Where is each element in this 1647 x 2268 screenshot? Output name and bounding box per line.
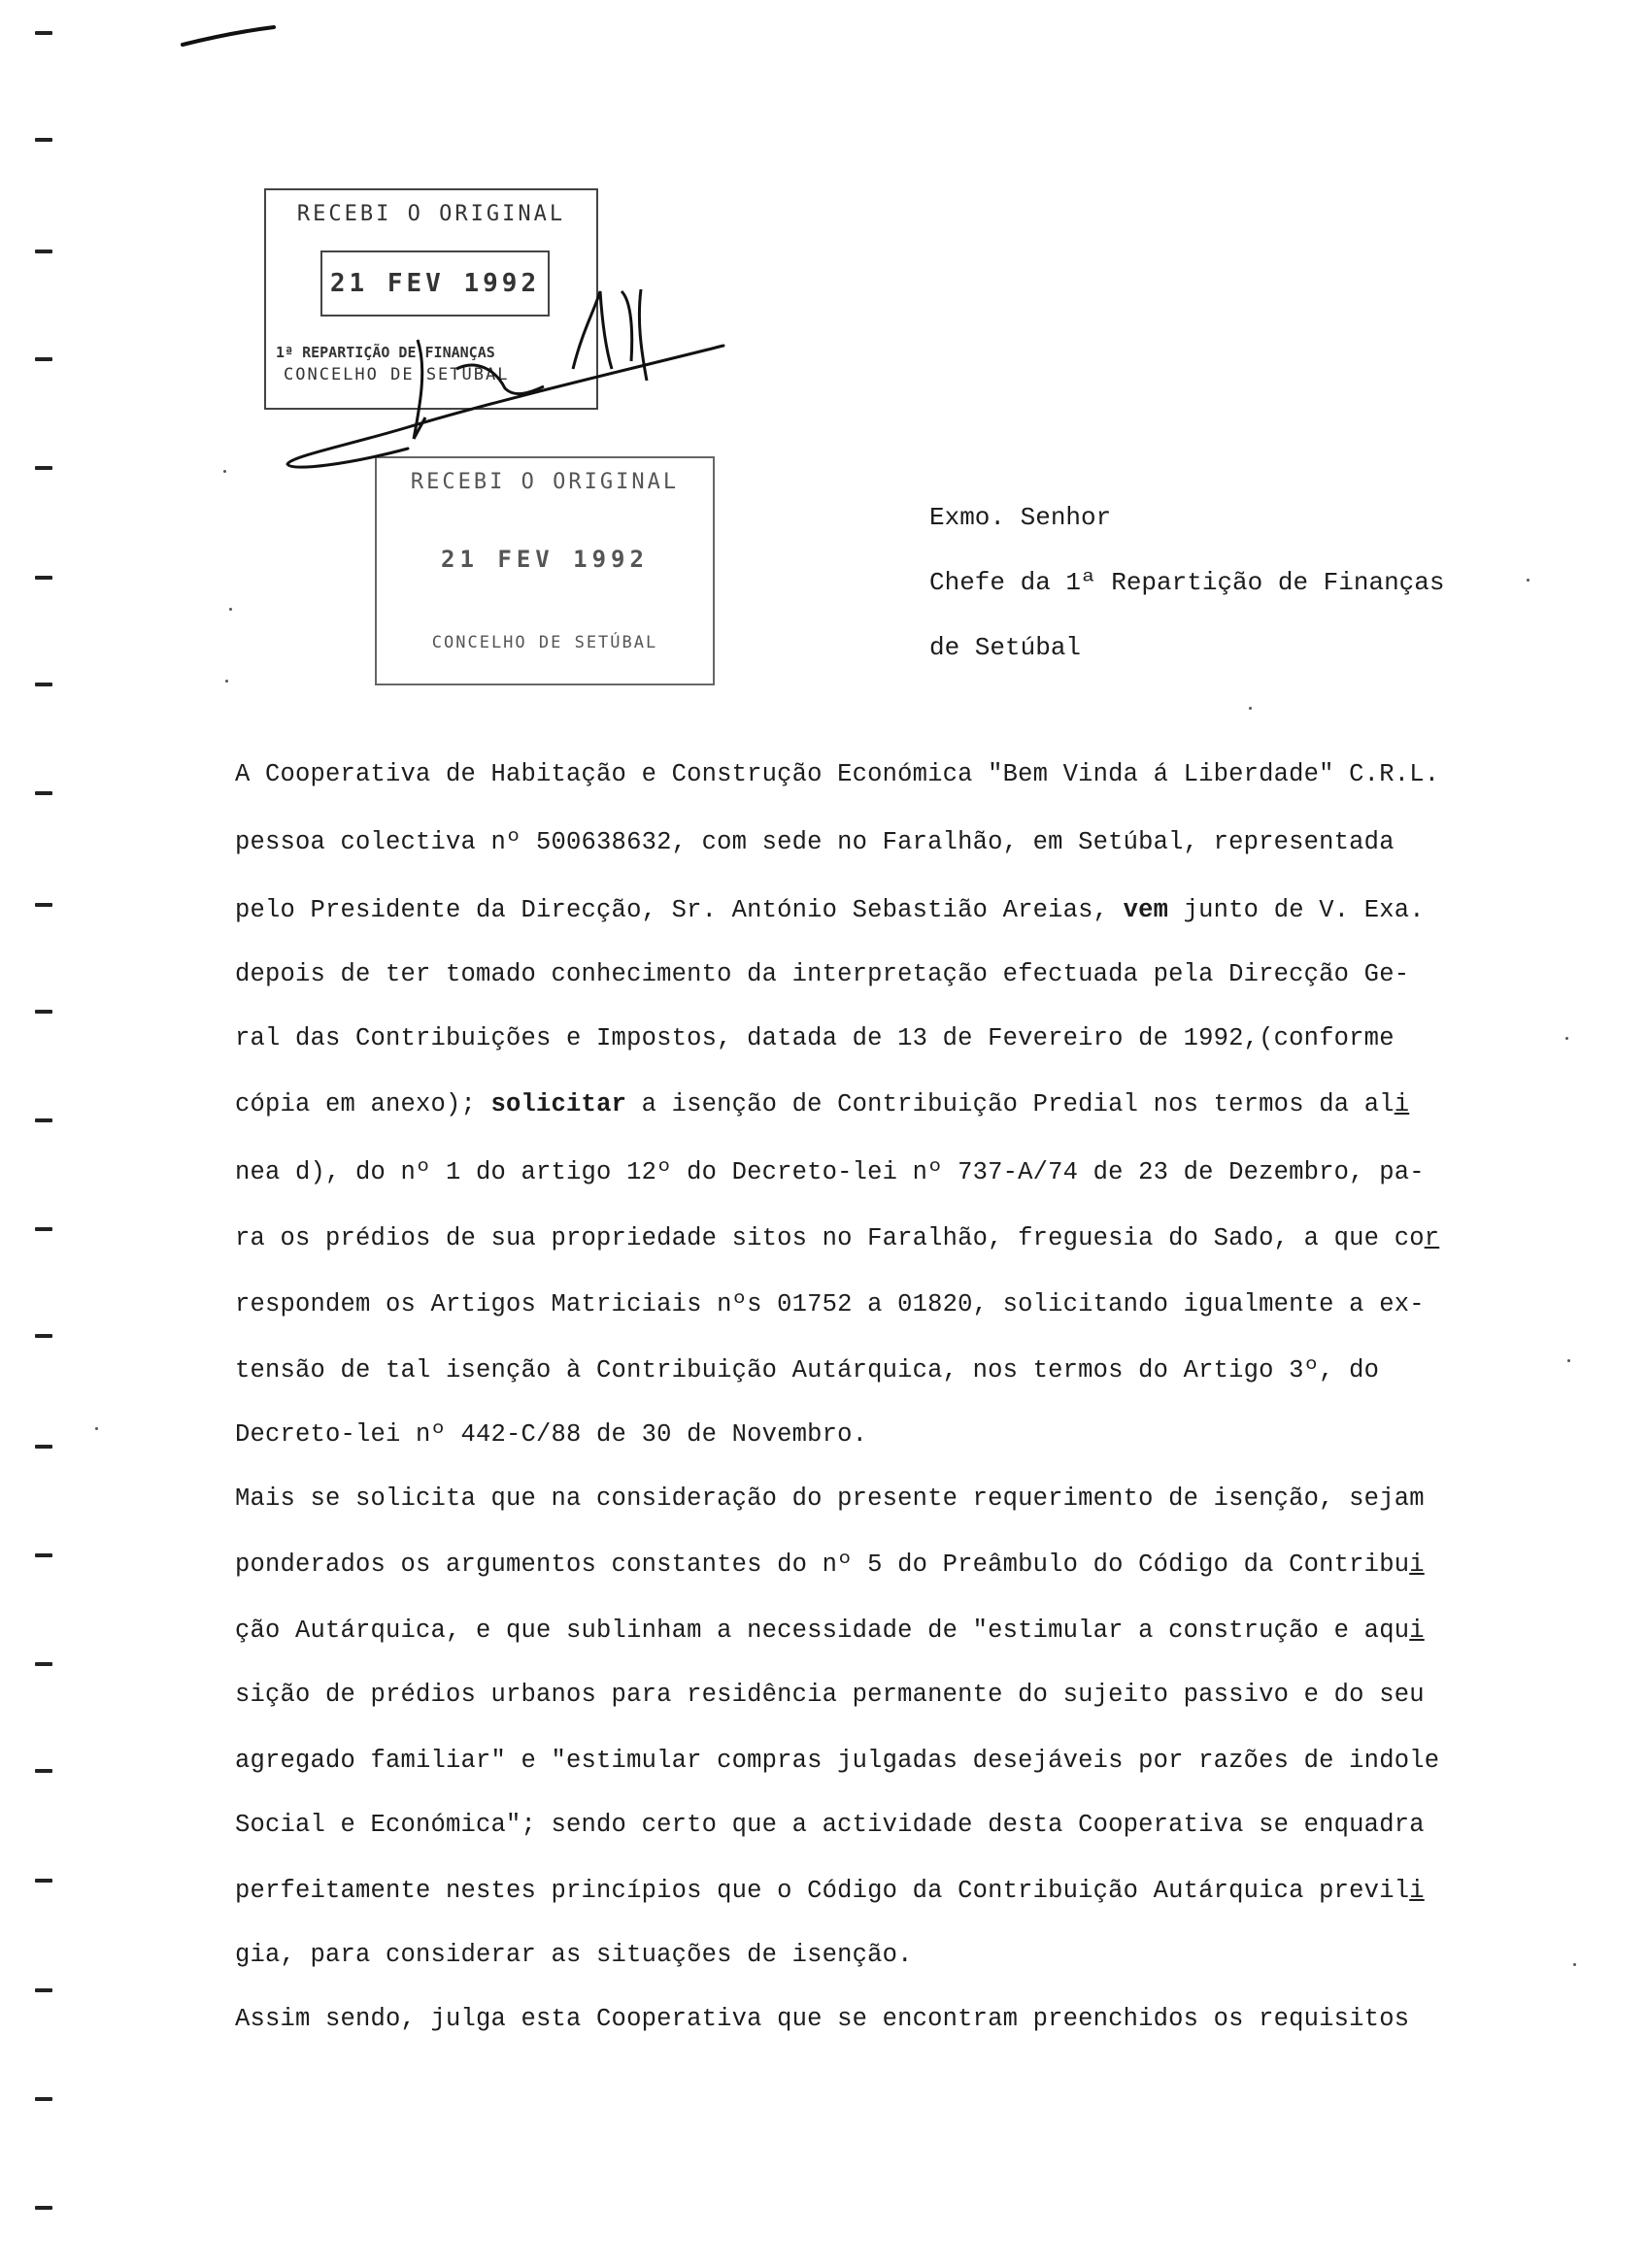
- body-line: Decreto-lei nº 442-C/88 de 30 de Novembro.: [235, 1420, 868, 1449]
- body-line: cópia em anexo); solicitar a isenção de Contribuição Predial nos termos da ali: [235, 1090, 1410, 1118]
- stamp-bottom-line1: RECEBI O ORIGINAL: [410, 470, 680, 494]
- scan-speck: [95, 1427, 98, 1430]
- body-line: perfeitamente nestes princípios que o Código da Contribuição Autárquica previli: [235, 1877, 1425, 1905]
- emphasis-vem: vem: [1123, 896, 1169, 924]
- stamp-bottom-line3: CONCELHO DE SETÚBAL: [431, 633, 658, 652]
- body-line: pelo Presidente da Direcção, Sr. António Sebastião Areias, vem junto de V. Exa.: [235, 896, 1425, 924]
- scan-speck: [1527, 579, 1529, 582]
- body-line: ponderados os argumentos constantes do nº 5 do Preâmbulo do Código da Contribui: [235, 1551, 1425, 1579]
- body-line: ra os prédios de sua propriedade sitos no Faralhão, freguesia do Sado, a que cor: [235, 1224, 1440, 1252]
- stamp-top-date: 21 FEV 1992: [320, 250, 550, 317]
- body-line: pessoa colectiva nº 500638632, com sede no Faralhão, em Setúbal, representada: [235, 828, 1395, 856]
- body-line: A Cooperativa de Habitação e Construção Económica "Bem Vinda á Liberdade" C.R.L.: [235, 760, 1440, 788]
- scan-speck: [223, 470, 226, 473]
- body-line: Assim sendo, julga esta Cooperativa que se encontram preenchidos os requisitos: [235, 2005, 1410, 2033]
- scan-speck: [1565, 1037, 1568, 1040]
- scan-speck: [225, 680, 228, 683]
- body-line: Social e Económica"; sendo certo que a actividade desta Cooperativa se enquadra: [235, 1811, 1425, 1839]
- addressee-location: de Setúbal: [929, 633, 1082, 662]
- body-line: ral das Contribuições e Impostos, datada de 13 de Fevereiro de 1992,(conforme: [235, 1024, 1395, 1052]
- stamp-bottom-date: 21 FEV 1992: [441, 546, 649, 573]
- body-line: gia, para considerar as situações de isenção.: [235, 1941, 913, 1969]
- stamp-top-line3: 1ª REPARTIÇÃO DE FINANÇAS: [276, 344, 495, 361]
- addressee-salutation: Exmo. Senhor: [929, 503, 1112, 532]
- scan-speck: [1249, 707, 1252, 710]
- stamp-top-line4: CONCELHO DE SETÚBAL: [284, 365, 510, 384]
- body-line: nea d), do nº 1 do artigo 12º do Decreto-lei nº 737-A/74 de 23 de Dezembro, pa-: [235, 1158, 1425, 1186]
- body-line: agregado familiar" e "estimular compras julgadas desejáveis por razões de indole: [235, 1747, 1440, 1775]
- scan-speck: [229, 608, 232, 611]
- body-line: sição de prédios urbanos para residência permanente do sujeito passivo e do seu: [235, 1681, 1425, 1709]
- addressee-title: Chefe da 1ª Repartição de Finanças: [929, 568, 1445, 597]
- scan-speck: [1573, 1963, 1576, 1966]
- body-line: tensão de tal isenção à Contribuição Autárquica, nos termos do Artigo 3º, do: [235, 1356, 1380, 1384]
- body-line: ção Autárquica, e que sublinham a necessidade de "estimular a construção e aqui: [235, 1617, 1425, 1645]
- scan-speck: [1567, 1359, 1570, 1362]
- addressee-block: [929, 485, 1445, 681]
- emphasis-solicitar: solicitar: [490, 1090, 627, 1118]
- body-line: depois de ter tomado conhecimento da interpretação efectuada pela Direcção Ge-: [235, 960, 1410, 988]
- body-line: respondem os Artigos Matriciais nºs 01752 a 01820, solicitando igualmente a ex-: [235, 1290, 1425, 1318]
- stamp-top-line1: RECEBI O ORIGINAL: [296, 202, 566, 226]
- body-line: Mais se solicita que na consideração do presente requerimento de isenção, sejam: [235, 1484, 1425, 1513]
